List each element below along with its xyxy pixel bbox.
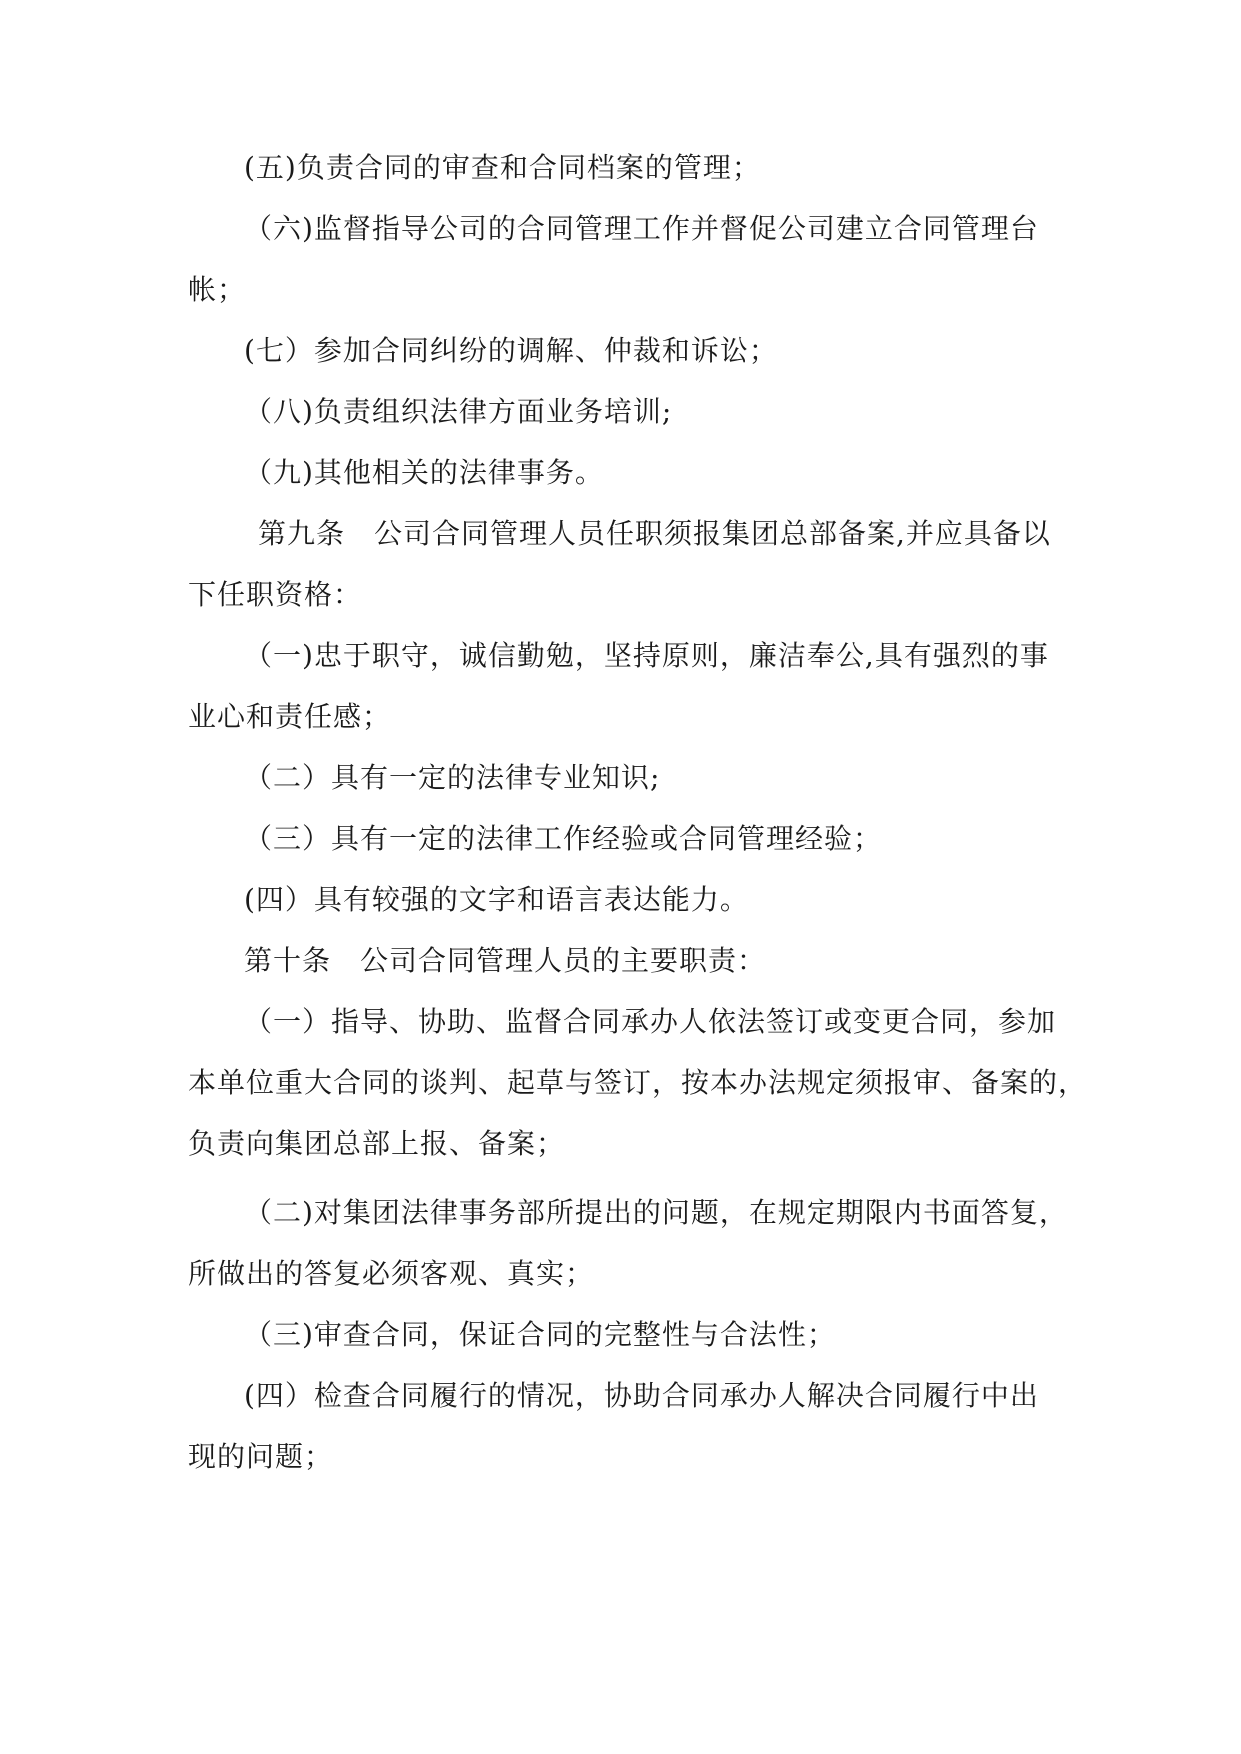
- paragraph-line: 帐；: [188, 273, 247, 306]
- paragraph-line: (四）检查合同履行的情况，协助合同承办人解决合同履行中出: [244, 1379, 1039, 1412]
- paragraph-line: （九)其他相关的法律事务。: [244, 456, 604, 489]
- paragraph-line: （一）指导、协助、监督合同承办人依法签订或变更合同，参加: [244, 1005, 1057, 1038]
- paragraph-line: （三）具有一定的法律工作经验或合同管理经验；: [244, 822, 883, 855]
- article-heading-line: 第十条 公司合同管理人员的主要职责：: [244, 944, 767, 977]
- paragraph-line: （六)监督指导公司的合同管理工作并督促公司建立合同管理台: [244, 212, 1039, 245]
- paragraph-line: (四）具有较强的文字和语言表达能力。: [244, 883, 749, 916]
- paragraph-line: (七）参加合同纠纷的调解、仲裁和诉讼；: [244, 334, 778, 367]
- paragraph-line: （三)审查合同，保证合同的完整性与合法性；: [244, 1318, 836, 1351]
- paragraph-line: 现的问题；: [188, 1440, 334, 1473]
- paragraph-line: 下任职资格：: [188, 578, 363, 611]
- paragraph-line: （二)对集团法律事务部所提出的问题，在规定期限内书面答复，: [244, 1196, 1068, 1229]
- paragraph-line: 所做出的答复必须客观、真实；: [188, 1257, 595, 1290]
- paragraph-line: 负责向集团总部上报、备案；: [188, 1127, 566, 1160]
- paragraph-line: 业心和责任感；: [188, 700, 392, 733]
- paragraph-line: （一)忠于职守，诚信勤勉，坚持原则，廉洁奉公,具有强烈的事: [244, 639, 1049, 672]
- paragraph-line: (五)负责合同的审查和合同档案的管理；: [244, 151, 761, 184]
- article-heading-line: 第九条 公司合同管理人员任职须报集团总部备案,并应具备以: [258, 517, 1051, 550]
- paragraph-line: （二）具有一定的法律专业知识;: [244, 761, 661, 794]
- paragraph-line: 本单位重大合同的谈判、起草与签订，按本办法规定须报审、备案的，: [188, 1066, 1088, 1099]
- paragraph-line: （八)负责组织法律方面业务培训;: [244, 395, 673, 428]
